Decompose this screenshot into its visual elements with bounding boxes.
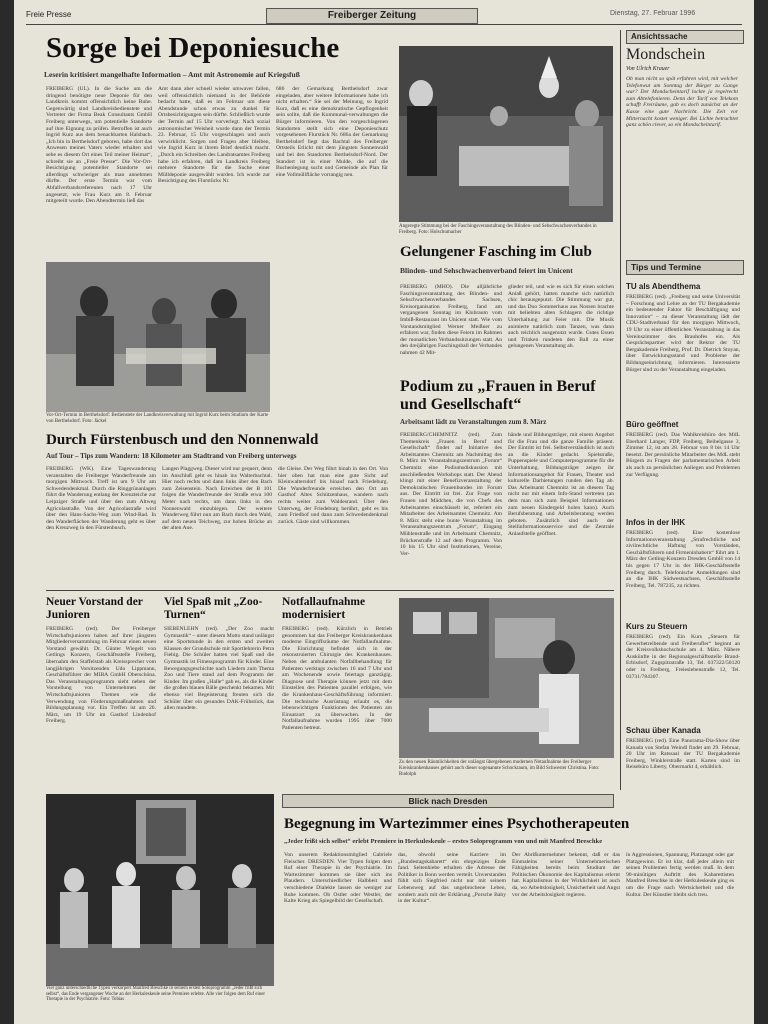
photo-notfall [399,598,614,758]
wald-column-1: FREIBERG (WK). Eine Tageswanderung veranstalten die Freiberger Wanderfreunde am morgigen Mittwoch. Treff ist um 9 Uhr am Schwedendenkmal. Durch die Ringgrünanlagen führt die Wanderung entlang der Kreuzteiche zur Leipziger Straße und über den zum Altweg Agricolastraße. Von der Agricolastraße wird über den Hans-Sachs-Weg zum Wind-Rad. In den Wanderflächen der Wanderung geht es über den Kreuzweg in den Fürstenbusch. [46,466,156,532]
buero-title: Büro geöffnet [626,420,679,429]
masthead-left: Freie Presse [26,10,72,19]
masthead-date: Dienstag, 27. Februar 1996 [610,10,696,17]
podium-column-2: bände und Bildungsträger, mit einem Angebot für die Frau und die ganze Familie präsent. Der Eintritt ist frei. Selbstverständlich ist auch an die Kinder gedacht. Spielstraße, Puppenspiele und Computerprogramme für die Unterhaltung. Bildungsträger zeigen ihr Informationsangebot für Frauen, Theater und kulturelle Darbietungen runden den Tag ab. Das Arbeitsamt Chemnitz ist an diesem Tag nicht nur mit einem Info-Stand vertreten (an dem man sich zum Beispiel Informationen zum neuen Kindergeld holen kann). Auch Berufsberatung und Arbeitsberatung werden geboten. Zusätzlich sind auch der Stellinformationsservice und die Zentrale Anlaufstelle geöffnet. [508,432,614,537]
dresden-subtitle: „Jeder frißt sich selbst“ erlebt Premiere in Herkuleskeule – erstes Soloprogramm von und mit Manfred Breschke [284,838,603,845]
kurs-title: Kurs zu Steuern [626,622,688,631]
kurs-text: FREIBERG (red). Ein Kurs „Steuern für Gewerbetreibende und Freiberufler“ beginnt an der Kreisvolkshochschule am 4. März. Nähere Auskünfte in der Regionalgeschäftsstelle Brand-Erbisdorf, Zugspitzstraße 13, Tel. 037322/50120 oder in Freiberg, Freieslebenstraße 12, Tel. 03731/784307. [626,634,740,680]
photo-notfall-caption: Zu den neuen Räumlichkeiten der unlängst übergebenen modernen Notaufnahme des Freiberger Kreiskrankenhauses gehört auch dieser sogenannte Schockraum, im Bild Schwester Christina. Foto: Rudolph [399,760,600,777]
masthead-rule [26,24,742,25]
lead-column-1: FREIBERG (UL). In die Suche um die dringend benötigte neue Deponie für den Landkreis kommt offensichtlich keine Ruhe. Gegenwärtig sind Landkreisbedienstete und Vertreter der Firma Beak Consultants GmbH Freiberg unterwegs, um potentielle Standorte auf ihre Eignung zu prüfen. Betroffen ist auch Ingrid Kurz aus dem benachbarten Halsbach. „Ich bin in Berthelsdorf geboren, habe dort das Anwesen meines Vaters wieder erhalten und sehe es diesem Ort eines Teil meiner Heimat“, schreibt sie an „Freie Presse“. Die Vor-Ort-Besichtigung potentieller Standorte sei allerdings schwieriger als man annehmen dürfte. Der erste Termin war vom Abfallverbandsreferenten nach 17 Uhr angesetzt, wie Frau Kurz am 8. Februar mitgeteilt wurde. Den Abendtermin ließ das [46,86,152,205]
photo-breschke-shapes [46,794,274,986]
masthead-title: Freiberger Zeitung [266,8,478,24]
podium-column-1: FREIBERG/CHEMNITZ (red). Zum Themenkreis „Frauen in Beruf und Gesellschaft“ findet auf Initiative des Arbeitsamtes Chemnitz am Nachmittag des 8. März im Veranstaltungszentrum „Forum“ Chemnitz eine Podiumsdiskussion mit anschließenden Workshops statt. Der Abend klingt mit einer Benefizveranstaltung der Demokratischen Frauenbundes im Forum aus. Der Eintritt ist frei. Zur Frage von Frauen und Mädchen, die von Chefs des Arbeitsamtes einschüsselt ist, referiert ein Mitarbeiter des Arbeitsamtes Chemnitz. Am 8. März steht eine bunte Veranstaltung im Veranstaltungszentrum „Forum“, Eingang Mühlenstraße und im Arbeitsamt Chemnitz, Brückenstraße 12 auf dem Programm. Von 10 bis 15 Uhr sind Institutionen, Vereine, Ver- [400,432,502,557]
kanada-title: Schau über Kanada [626,726,701,735]
lead-subtitle: Leserin kritisiert mangelhafte Information – Amt mit Astronomie auf Kriegsfuß [44,70,300,79]
ihk-title: Infos in der IHK [626,518,686,527]
lead-column-3: 686 der Gemarkung Berthelsdorf zwar eingeladen, aber weitere Informationen habe ich nicht erhalten.“ Sie sei der Meinung, so Ingrid Kurz, daß es eine demokratische Gepflogenheit sein sollte, daß die Kommunal-verwaltungen die Bürger informieren. Von den vorgeschlagenen Standorten stellt sich eine Deponieschutz vorgesehenen Flurstück Nr. 686a der Gemarkung Berthelsdorf liegt das Bachtal des Freiberger Ortsteils Erlicht mit dem jüngsten Sonnenwald und bei den Standorten Berthelsdorf-Nord. Der Standort ist in einer Mulde, die auf die Buchenlegung sucht und Gemeinde als Plan für eine Vollmüllfläche vorrangig neu. [276,86,388,178]
vorstand-text: FREIBERG (red). Der Freiberger Wirtschaftsjunioren haben auf ihrer jüngsten Mitgliederversammlung im Februar einen neuen Vorstand gewählt. Dr. Günter Wiegelt von Getlings Konzern, Geschäftsstelle Freiberg, übernahm den Staffelstab als Kreissprecher vom langjährigen Vorsitzenden Udo Lippmann, Geschäftsführer der MIBA GmbH Oberschöna. Das Veranstaltungsprogramm sieht neben der Vorstellung von Unternehmen der Wirtschaftsjunioren Themen wie die Verwendung von Förderungsmaßnahmen und Bildungsplanung vor. Ein Treffen ist am 26. März, um 19 Uhr im Gasthof Lindenhof Freiberg. [46,626,156,725]
mondschein-author: Von Ulrich Krauer [626,66,670,72]
mondschein-title: Mondschein [626,46,706,63]
photo-fasching-caption: Angeregte Stimmung bei der Faschingsveranstaltung des Blinden- und Sehschwachenverbandes in Freiberg. Foto: Holschumacher [399,224,597,235]
podium-title: Podium zu „Frauen in Beruf und Gesellschaft“ [400,378,596,413]
dresden-column-1: Von unserem Redaktionsmitglied Gabriele Fleischer. DRESDEN. Vier Typen folgen dem Ruf einer Therapie in der Psychiatrie. Im Wartezimmer kommen sie über sich ins Plaudern. Unterschiedlicher Halbheit und verschiedene Dialekte lassen sie weniger zur Ruhe kommen. Ob Ostler oder Westler, der Kalte Krieg als Spiegelbild der Gesellschaft. [284,852,392,905]
dresden-column-4: in Aggressionen, Spannung, Platzangst oder gar Platzgewinn. Er ist klar, daß jeder allein mit seinen Problemen fertig werden muß. In dem 90-minütigen Auftritt des Kabarettisten Manfred Breschke in der Herkuleskeule ging es um die Frage nach Wertsicherheit und die Kultur. Der Künstler bleibt sich treu. [626,852,734,898]
fasching-column-2: glieder teil, und wie es sich für einen solchen Anlaß gehört, hatten manche sich natürlich chic herausgeputzt. Die Stimmung war gut, und das Duo Sommerhaus aus Nossen brachte mit beliebten alten Schlagern die richtige Unterhaltung zur Feier mit. Die Musik animierte natürlich zum Tanzen, was dann auch reichlich ausgenutzt wurde. Gutes Essen und Trinken rundeten den Ball zu einer gelungenen Veranstaltung ab. [508,284,614,350]
buero-text: FREIBERG (red). Das Wahlkreisbüro des MdL Eberhard Langer, FDP, Freiberg, Beibelgasse 3, Zimmer 12, ist am 28. Februar von 8 bis 14 Uhr besetzt. Der persönliche Mitarbeiter des MdL steht Bürgern zu Fragen der parlamentarischen Arbeit als auch zu persönlichen Anliegen und Problemen zur Verfügung. [626,432,740,478]
wald-column-2: Langen Plaggweg. Dieser wird nur gequert, denn im Anschluß geht es hinab ins Walterbachtal. Hier noch rechts und dann links über den Bach zum Zeisenstein. Nach Erreichen der B 101 folgen die Wanderfreunde der Straße etwa 100 Meter nach rechts, um dann links in den Nonnenwald einzubiegen. Der weitere Wanderweg führt nun am Bach durch den Wald, auf dem neuen Teichweg, zur hohen Brücke an der alten Aue. [162,466,272,532]
ihk-text: FREIBERG (red). Eine kostenlose Informationsveranstaltung „Strafrechtliche und zivilrechtliche Haftung von Vorständen, Geschäftsführern und Firmeninhabern“ führt am 1. März der Getling-Konzern Dresden GmbH von 14 bis gegen 17 Uhr in der IHK-Geschäftsstelle Freiberg durch. Telefonische Anmeldungen sind an die IHK Südwestsachsen, Geschäftsstelle Freiberg, Tel. 787235, zu richten. [626,530,740,589]
sidebar-divider [620,30,621,790]
photo-fasching [399,46,613,222]
fasching-title: Gelungener Fasching im Club [400,244,592,260]
wald-title: Durch Fürstenbusch und den Nonnenwald [46,432,319,448]
kanada-text: FREIBERG (red). Eine Panorama-Dia-Show über Kanada von Stefan Weindl findet am 29. Februar, 20 Uhr im Ratssaal der TU Bergakademie Freiberg, Winklerstraße statt. Karten sind im Reisebüro Liberty, Obermarkt 4, erhältlich. [626,738,740,771]
lead-title: Sorge bei Deponiesuche [46,32,340,64]
dresden-column-3: Der Abrißunternehmer bekennt, daß er das Einmaleins seiner Unternehmerischen Fähigkeiten bereits beim Studium der Politischen Ökonomie des Kapitalismus erlernt hat. Kapitalismus in der Wirklichkeit ist auch da, wo Arbeitslosigkeit, Unsicherheit und Angst vor der Arbeitslosigkeit regieren. [512,852,620,898]
tu-text: FREIBERG (red). „Freiberg und seine Universität – Forschung und Lehre an der TU Bergakademie ein bedeutender Faktor für Beschäftigung und Innovation“ – zu dieser Veranstaltung lädt der CDU-Stadtverband für den morgigen Mittwoch, 19 Uhr zu einer öffentlichen Veranstaltung in das Vereinszimmer des Brauhofes ein. Als Gesprächspartner wird der Rektor der TU Bergakademie Freiberg, Prof. Dr. Dietrich Stoyan, über Entwicklungsstand und Probleme der Bildungseinrichtung informieren. Interessierte Bürger sind zu der Veranstaltung eingeladen. [626,294,740,373]
mondschein-text: Ob man nicht so spät erfahren wird, mit welcher Telefonwut am Sonntag der Bürger zu Gange war? Der Mondscheintarif lockte ja regelrecht zum Abtelefonieren. Denn der Tarif von Telekom schafft Freiräume, gab es doch zunächst an der Kasse eine gute Nachricht. Die Zeit vor Mitternacht kostet weniger. Bei Lichte betrachtet ganz schön clever, so ein Mondscheintarif. [626,76,738,129]
zoo-title: Viel Spaß mit „Zoo-Turnen“ [164,596,263,621]
ansichtssache-label: Ansichtssache [626,30,744,44]
photo-deponie-shapes [46,262,270,412]
vorstand-title: Neuer Vorstand der Junioren [46,596,143,621]
dresden-column-2: das, obwohl seine Karriere im „Bundestagskabarett“ ein ehrgeiziges Ende fand. Seitenhiebe erhalten die Adresse der Politiker in Bonn werden verteilt. Unverstanden fühlt sich Siegfried nicht nur mit seinem Lebensweg auf das ungebrochene Leben, sondern auch mit der Erklärung „Porsche Baby in der Kultur“. [398,852,506,905]
tips-label: Tips und Termine [626,260,744,275]
photo-deponie-caption: Vor-Ort-Termin in Berthelsdorf: Bedienstete der Landkreisverwaltung mit Ingrid Kurz beim Studium der Karte von Berthelsdorf. Foto: Jäckel [46,413,269,424]
fasching-column-1: FREIBERG (MHO). Die alljährliche Faschingsveranstaltung des Blinden- und Sehschwachenverbandes Sachsen, Kreisorganisation Freiberg, fand am vergangenen Sonntag im Klubraum vom Imbiß-Restaurant im Unicent statt. Wie vom Vorstandsmitglied Werner Meißner zu erfahren war, finden diese Feiern im Rahmen der monatlichen Verbandssitzungen statt. An den dreijährigen Faschingsball der Verbandes nahmen 42 Mit- [400,284,502,356]
zoo-text: SIEBENLEHN (red). „Der Zoo macht Gymnastik“ – unter diesem Motto stand unlängst eine Sportstunde in den ersten und zweiten Klassen der Grundschule mit Sportlehrerin Petra Fiebig. Die Schüler hatten viel Spaß und die Gymnastik ist Fitnessprogramm für Kinder. Eine Bewegungsgeschichte nach Liedern zum Thema Zoo und Tiere stand auf dem Programm der Kinder. Im großen „Halle“ gab es, als die Kinder die großen blauen Bälle geschenkt bekamen. Mit ebenso viel Begeisterung freuten sich die Schüler über ein gesundes DAK-Frühstück, das allen mundete. [164,626,274,712]
photo-fasching-shapes [399,46,613,222]
dresden-bar: Blick nach Dresden [282,794,614,808]
notfall-title: Notfallaufnahme modernisiert [282,596,366,621]
lead-column-2: Amt dann aber schnell wieder umwaver fallen, weil offensichtlich niemand in der Behörde bedacht hatte, daß es im Februar um diese Abendstunde schon etwas zu dunkel für Ortsbesichtigungen sein dürfte. Schließlich wurde der Termin auf 15 Uhr vorverlegt. Nach sozial astronomischer Weisheit wurde dann der Termin 23. Februar, 15 Uhr vorgeschlagen und auch verwirklicht. Sorgen und Fragen aber bleiben, wie Ingrid Kurz in ihrem Brief deutlich macht. „Durch ein Schreiben des Landratsamtes Freiberg habe ich erfahren, daß im Landkreis Freiberg mehrere Standorte für die Suche einer Mülldeponie ausgewählt wurden. Ich wurde zur Besichtigung des Flurstücks Nr. [158,86,270,185]
podium-subtitle: Arbeitsamt lädt zu Veranstaltungen zum 8. März [400,418,547,426]
photo-breschke [46,794,274,986]
photo-notfall-shapes [399,598,614,758]
photo-deponie-meeting [46,262,270,412]
photo-breschke-caption: Vier ganz unterschiedliche Typen verkörpert Manfred Breschke in seinem ersten Soloprogramm „Jeder frißt sich selbst“, das Ende vergangener Woche an der Herkuleskeule seine Premiere erlebte. Alle vier folgen dem Ruf einer Therapie in der Psychiatrie. Foto: Tobias [46,986,265,1003]
rule-mid [46,590,614,591]
dresden-title: Begegnung im Wartezimmer eines Psychotherapeuten [284,816,630,832]
wald-column-3: die Gleise. Der Weg führt hinab in den Ort. Von hier oben hat man eine gute Sicht auf Kleinwaltersdorf bis hinauf nach Friedeburg. Die Wanderfreunde erreichen den Ort am Gasthof Altes Schützenhaus, wandern nach rechts weiter zum Waldesrand. Über den Unterweg, der Friedeburg berührt, geht es bis zum Friedhof und dann zum Schwedendenkmal zurück. Gäste sind willkommen. [278,466,388,525]
newspaper-page [14,0,754,1024]
tu-title: TU als Abendthema [626,282,701,291]
notfall-text: FREIBERG (red). Kürzlich in Betrieb genommen hat das Freiberger Kreiskrankenhaus moderne Eingriffsräume der Notfallaufnahme. Die Einrichtung befindet sich in der rekonstruierten Chirurgie des Krankenhauses. Neben der ambulanten Notfallbehandlung für Patienten werktags zwischen 16 und 7 Uhr und am Wochenende sowie feiertags ganztägig. Diagnose und Therapie können jetzt mit dem Einstellen des Patienten parallel erfolgen, wie die Krankenhaus-Geschäftsführung informiert. Die technische Ausrüstung erlaubt es, die lebenswichtigen Funktionen des Patienten am Einsatzort zu überwachen. In der Notfallaufnahme wurden 1995 über 7000 Patienten betreut. [282,626,392,731]
fasching-subtitle: Blinden- und Sehschwachenverband feiert im Unicent [400,266,573,275]
wald-subtitle: Auf Tour – Tips zum Wandern: 18 Kilometer am Stadtrand von Freiberg unterwegs [46,452,297,460]
